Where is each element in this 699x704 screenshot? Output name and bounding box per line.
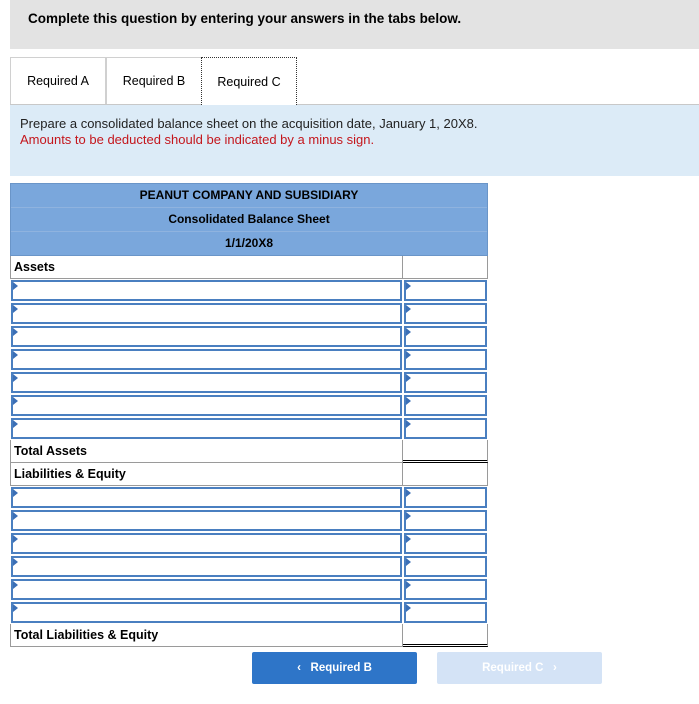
liability-row	[10, 578, 488, 601]
tab-required-a[interactable]: Required A	[10, 57, 106, 104]
dropdown-marker-icon	[406, 328, 411, 336]
total-liabilities-row	[10, 624, 488, 647]
asset-row	[10, 371, 488, 394]
sheet-date: 1/1/20X8	[224, 236, 274, 250]
balance-sheet	[10, 183, 488, 647]
liability-row	[10, 601, 488, 624]
prev-required-button[interactable]	[252, 652, 417, 684]
next-button-label: Required C	[482, 662, 544, 674]
asset-account-select[interactable]	[11, 303, 402, 324]
asset-account-select[interactable]	[11, 349, 402, 370]
total-assets-label: Total Assets	[10, 440, 403, 463]
asset-account-select[interactable]	[11, 418, 402, 439]
asset-row	[10, 302, 488, 325]
liabilities-heading: Liabilities & Equity	[10, 463, 403, 486]
chevron-left-icon: ‹	[297, 662, 301, 674]
dropdown-marker-icon	[13, 282, 18, 290]
assets-heading: Assets	[10, 256, 403, 279]
dropdown-marker-icon	[13, 581, 18, 589]
total-assets-row	[10, 440, 488, 463]
dropdown-marker-icon	[406, 512, 411, 520]
liability-amount-input[interactable]	[404, 487, 487, 508]
dropdown-marker-icon	[406, 374, 411, 382]
liability-account-select[interactable]	[11, 533, 402, 554]
asset-amount-input[interactable]	[404, 395, 487, 416]
liability-amount-input[interactable]	[404, 533, 487, 554]
dropdown-marker-icon	[406, 489, 411, 497]
dropdown-marker-icon	[406, 604, 411, 612]
dropdown-marker-icon	[13, 328, 18, 336]
asset-row	[10, 348, 488, 371]
asset-amount-input[interactable]	[404, 326, 487, 347]
asset-account-select[interactable]	[11, 326, 402, 347]
dropdown-marker-icon	[13, 512, 18, 520]
sheet-title: Consolidated Balance Sheet	[11, 208, 487, 232]
dropdown-marker-icon	[13, 351, 18, 359]
company-name: PEANUT COMPANY AND SUBSIDIARY	[11, 184, 487, 208]
question-header	[10, 0, 699, 49]
dropdown-marker-icon	[406, 282, 411, 290]
asset-amount-input[interactable]	[404, 349, 487, 370]
next-required-button[interactable]	[437, 652, 602, 684]
chevron-right-icon: ›	[553, 662, 557, 674]
dropdown-marker-icon	[406, 581, 411, 589]
dropdown-marker-icon	[406, 558, 411, 566]
liability-row	[10, 532, 488, 555]
dropdown-marker-icon	[406, 305, 411, 313]
asset-account-select[interactable]	[11, 372, 402, 393]
asset-amount-input[interactable]	[404, 280, 487, 301]
total-liabilities-label: Total Liabilities & Equity	[10, 624, 403, 647]
total-liabilities-value	[403, 624, 488, 647]
asset-amount-input[interactable]	[404, 303, 487, 324]
asset-row	[10, 394, 488, 417]
liability-amount-input[interactable]	[404, 556, 487, 577]
liability-row	[10, 486, 488, 509]
liability-amount-input[interactable]	[404, 579, 487, 600]
sheet-header	[10, 183, 488, 256]
liability-row	[10, 509, 488, 532]
asset-account-select[interactable]	[11, 395, 402, 416]
dropdown-marker-icon	[13, 420, 18, 428]
asset-amount-input[interactable]	[404, 372, 487, 393]
dropdown-marker-icon	[13, 535, 18, 543]
tab-required-c[interactable]: Required C	[201, 57, 297, 105]
asset-row	[10, 325, 488, 348]
asset-row	[10, 279, 488, 302]
total-assets-value	[403, 440, 488, 463]
liability-account-select[interactable]	[11, 510, 402, 531]
dropdown-marker-icon	[13, 558, 18, 566]
dropdown-marker-icon	[406, 535, 411, 543]
dropdown-marker-icon	[13, 374, 18, 382]
asset-amount-input[interactable]	[404, 418, 487, 439]
instruction-text: Prepare a consolidated balance sheet on the acquisition date, January 1, 20X8.	[20, 116, 478, 131]
header-instruction: Complete this question by entering your answers in the tabs below.	[28, 11, 462, 26]
liability-account-select[interactable]	[11, 487, 402, 508]
asset-row	[10, 417, 488, 440]
liability-account-select[interactable]	[11, 556, 402, 577]
liability-amount-input[interactable]	[404, 510, 487, 531]
dropdown-marker-icon	[406, 397, 411, 405]
liability-account-select[interactable]	[11, 602, 402, 623]
liabilities-heading-row	[10, 463, 488, 486]
tab-required-b[interactable]: Required B	[106, 57, 202, 104]
dropdown-marker-icon	[406, 351, 411, 359]
prev-button-label: Required B	[310, 662, 372, 674]
dropdown-marker-icon	[13, 604, 18, 612]
liability-row	[10, 555, 488, 578]
liability-account-select[interactable]	[11, 579, 402, 600]
asset-account-select[interactable]	[11, 280, 402, 301]
dropdown-marker-icon	[406, 420, 411, 428]
dropdown-marker-icon	[13, 305, 18, 313]
assets-heading-row	[10, 256, 488, 279]
instruction-panel	[10, 105, 699, 176]
dropdown-marker-icon	[13, 489, 18, 497]
minus-sign-note: Amounts to be deducted should be indicated by a minus sign.	[20, 132, 375, 147]
liability-amount-input[interactable]	[404, 602, 487, 623]
dropdown-marker-icon	[13, 397, 18, 405]
